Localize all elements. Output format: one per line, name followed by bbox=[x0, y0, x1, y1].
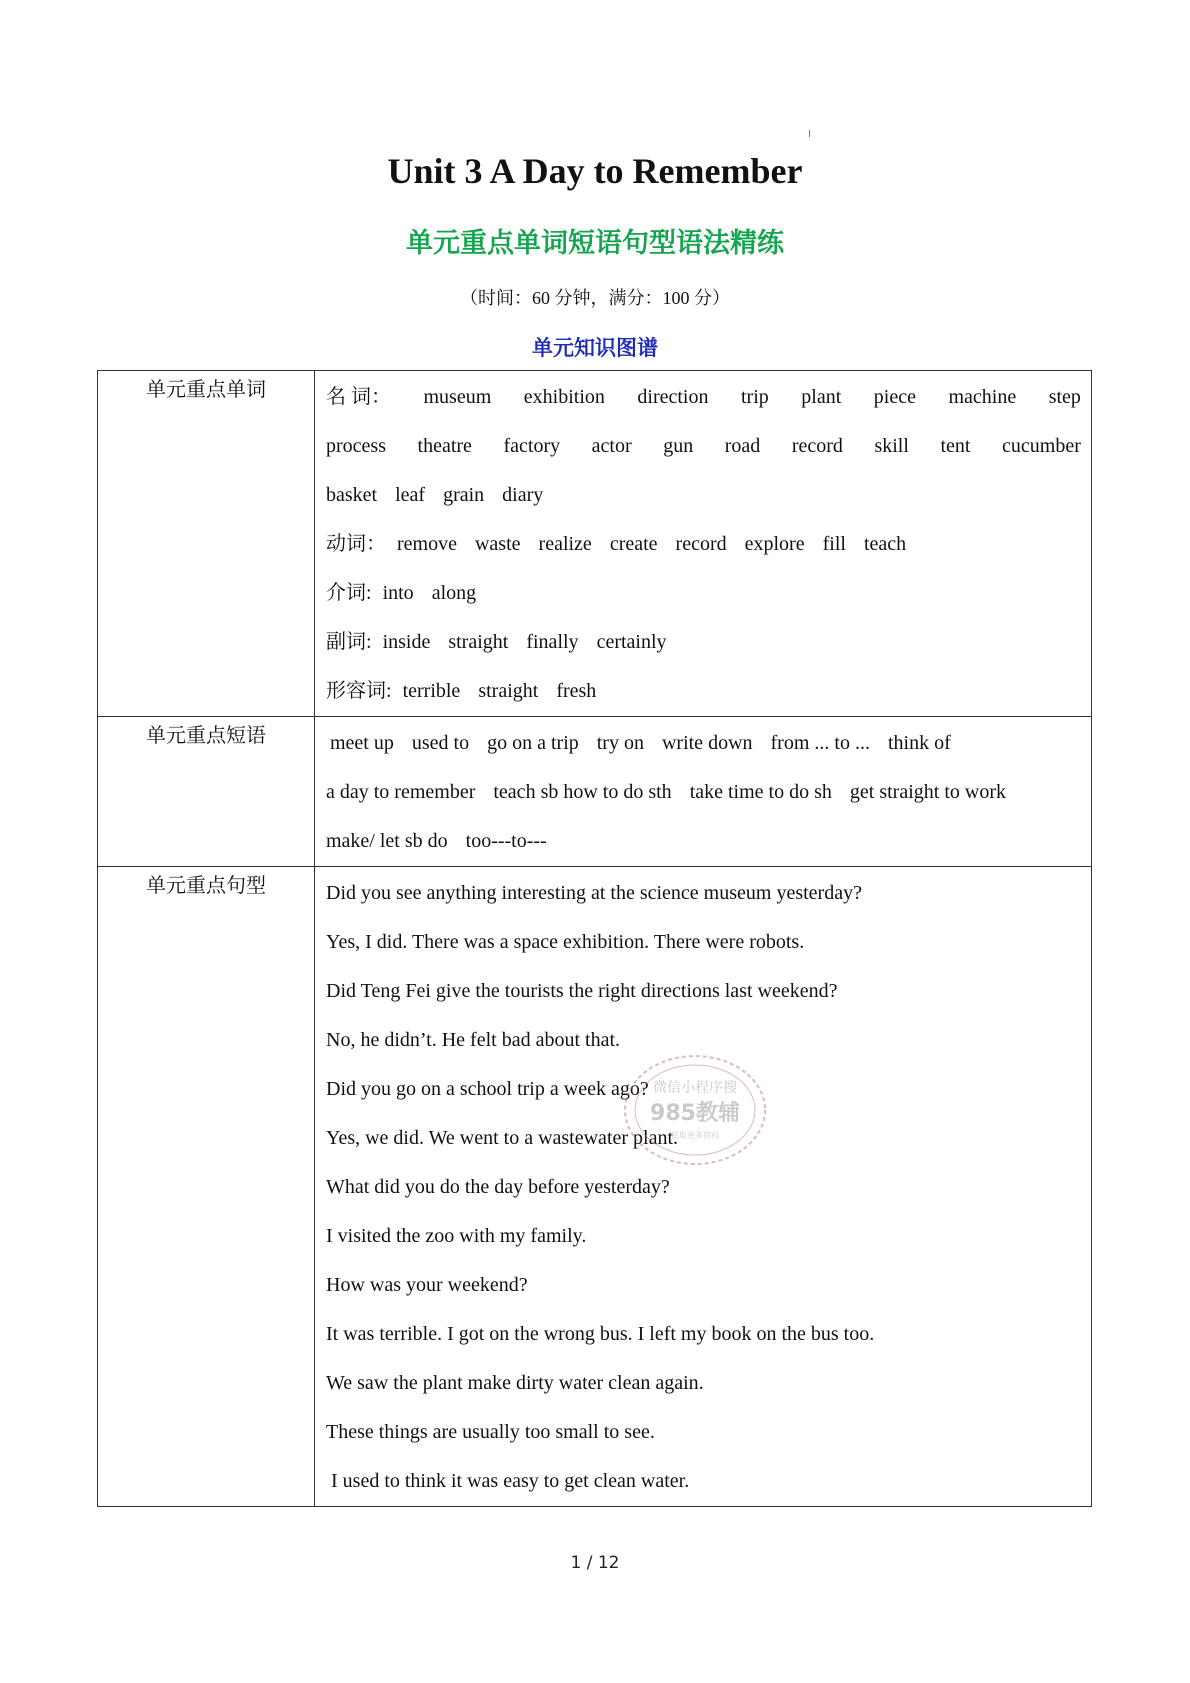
phrase-item: try on bbox=[596, 732, 644, 754]
time-info: （时间：60 分钟，满分：100 分） bbox=[460, 288, 730, 308]
section-heading: 单元知识图谱 bbox=[532, 336, 658, 360]
phrase-item: meet up bbox=[330, 732, 394, 754]
noun-word: diary bbox=[502, 484, 544, 506]
noun-word: machine bbox=[948, 386, 1017, 408]
adjective-word: terrible bbox=[402, 680, 461, 702]
sentence-item: How was your weekend? bbox=[326, 1274, 528, 1296]
noun-word: plant bbox=[801, 386, 842, 408]
noun-word: actor bbox=[591, 435, 632, 457]
verb-word: create bbox=[609, 533, 658, 555]
sentence-item: I used to think it was easy to get clean water. bbox=[326, 1470, 690, 1492]
preposition-word: along bbox=[431, 582, 477, 604]
verb-word: waste bbox=[474, 533, 521, 555]
watermark-line-1: 微信小程序搜 bbox=[653, 1080, 737, 1096]
words-label: 单元重点单词 bbox=[98, 371, 315, 717]
adverb-word: certainly bbox=[596, 631, 667, 653]
phrase-item: think of bbox=[887, 732, 951, 754]
noun-word: basket bbox=[326, 484, 378, 506]
verb-word: fill bbox=[822, 533, 846, 555]
noun-word: skill bbox=[874, 435, 909, 457]
noun-word: process bbox=[326, 435, 386, 457]
sentences-list bbox=[326, 869, 1081, 1506]
preposition-word: into bbox=[382, 582, 414, 604]
watermark-line-3: 获取更多资料 bbox=[671, 1131, 719, 1140]
adverb-word: straight bbox=[448, 631, 509, 653]
noun-word: step bbox=[1048, 386, 1081, 408]
sentence-item: What did you do the day before yesterday? bbox=[326, 1176, 670, 1198]
prepositions-line bbox=[326, 569, 1081, 618]
verbs-line bbox=[326, 520, 1081, 569]
document-title: Unit 3 A Day to Remember bbox=[387, 151, 803, 191]
phrase-item: too---to--- bbox=[465, 830, 547, 852]
sentence-item: Yes, I did. There was a space exhibition. There were robots. bbox=[326, 931, 805, 953]
nouns-prefix: 名 词： bbox=[326, 386, 391, 408]
noun-word: museum bbox=[423, 386, 492, 408]
adverb-word: inside bbox=[382, 631, 431, 653]
adverbs-line bbox=[326, 618, 1081, 667]
phrase-item: teach sb how to do sth bbox=[493, 781, 672, 803]
knowledge-table bbox=[97, 370, 1092, 1507]
phrases-line-1 bbox=[326, 719, 1081, 768]
phrase-item: write down bbox=[661, 732, 753, 754]
words-content bbox=[315, 371, 1092, 717]
adjectives-line bbox=[326, 667, 1081, 716]
phrase-item: from ... to ... bbox=[770, 732, 870, 754]
verb-word: remove bbox=[397, 533, 457, 555]
phrase-item: used to bbox=[411, 732, 470, 754]
noun-word: leaf bbox=[395, 484, 426, 506]
nouns-line-3 bbox=[326, 471, 1081, 520]
adverbs-prefix: 副词: bbox=[326, 631, 372, 653]
adjective-word: fresh bbox=[556, 680, 597, 702]
page-number: 1 / 12 bbox=[570, 1553, 620, 1573]
sentence-item: Did you see anything interesting at the science museum yesterday? bbox=[326, 882, 862, 904]
noun-word: direction bbox=[637, 386, 709, 408]
nouns-line-1 bbox=[326, 373, 1081, 422]
noun-word: gun bbox=[663, 435, 694, 457]
watermark-line-2: 985教辅 bbox=[650, 1101, 740, 1126]
sentence-item: Did you go on a school trip a week ago? bbox=[326, 1078, 649, 1100]
sentence-item: These things are usually too small to see. bbox=[326, 1421, 655, 1443]
noun-word: record bbox=[791, 435, 843, 457]
adjectives-prefix: 形容词: bbox=[326, 680, 392, 702]
sentences-label: 单元重点句型 bbox=[98, 867, 315, 1507]
corner-mark bbox=[809, 130, 810, 137]
noun-word: grain bbox=[443, 484, 485, 506]
noun-word: theatre bbox=[417, 435, 472, 457]
adverb-word: finally bbox=[526, 631, 579, 653]
sentences-content bbox=[315, 867, 1092, 1507]
prepositions-prefix: 介词: bbox=[326, 582, 372, 604]
table-row-phrases bbox=[98, 717, 1092, 867]
table-row-words bbox=[98, 371, 1092, 717]
sentence-item: Did Teng Fei give the tourists the right directions last weekend? bbox=[326, 980, 838, 1002]
document-subtitle: 单元重点单词短语句型语法精练 bbox=[406, 228, 784, 259]
noun-word: piece bbox=[873, 386, 916, 408]
adjective-word: straight bbox=[478, 680, 539, 702]
noun-word: trip bbox=[740, 386, 769, 408]
phrases-line-3 bbox=[326, 817, 1081, 866]
verb-word: teach bbox=[863, 533, 907, 555]
noun-word: factory bbox=[503, 435, 561, 457]
phrase-item: go on a trip bbox=[487, 732, 579, 754]
sentence-item: No, he didn’t. He felt bad about that. bbox=[326, 1029, 621, 1051]
phrase-item: make/ let sb do bbox=[326, 830, 448, 852]
phrase-item: a day to remember bbox=[326, 781, 476, 803]
phrases-content bbox=[315, 717, 1092, 867]
noun-word: road bbox=[724, 435, 761, 457]
sentence-item: It was terrible. I got on the wrong bus. I left my book on the bus too. bbox=[326, 1323, 875, 1345]
sentence-item: I visited the zoo with my family. bbox=[326, 1225, 587, 1247]
verbs-prefix: 动词： bbox=[326, 533, 386, 555]
phrase-item: take time to do sh bbox=[689, 781, 832, 803]
verb-word: explore bbox=[744, 533, 805, 555]
phrases-label: 单元重点短语 bbox=[98, 717, 315, 867]
noun-word: exhibition bbox=[523, 386, 605, 408]
nouns-line-2 bbox=[326, 422, 1081, 471]
phrase-item: get straight to work bbox=[849, 781, 1006, 803]
noun-word: cucumber bbox=[1002, 435, 1081, 457]
verb-word: realize bbox=[538, 533, 592, 555]
noun-word: tent bbox=[940, 435, 971, 457]
verb-word: record bbox=[675, 533, 727, 555]
table-row-sentences bbox=[98, 867, 1092, 1507]
sentence-item: We saw the plant make dirty water clean again. bbox=[326, 1372, 704, 1394]
phrases-line-2 bbox=[326, 768, 1081, 817]
sentence-item: Yes, we did. We went to a wastewater plant. bbox=[326, 1127, 679, 1149]
